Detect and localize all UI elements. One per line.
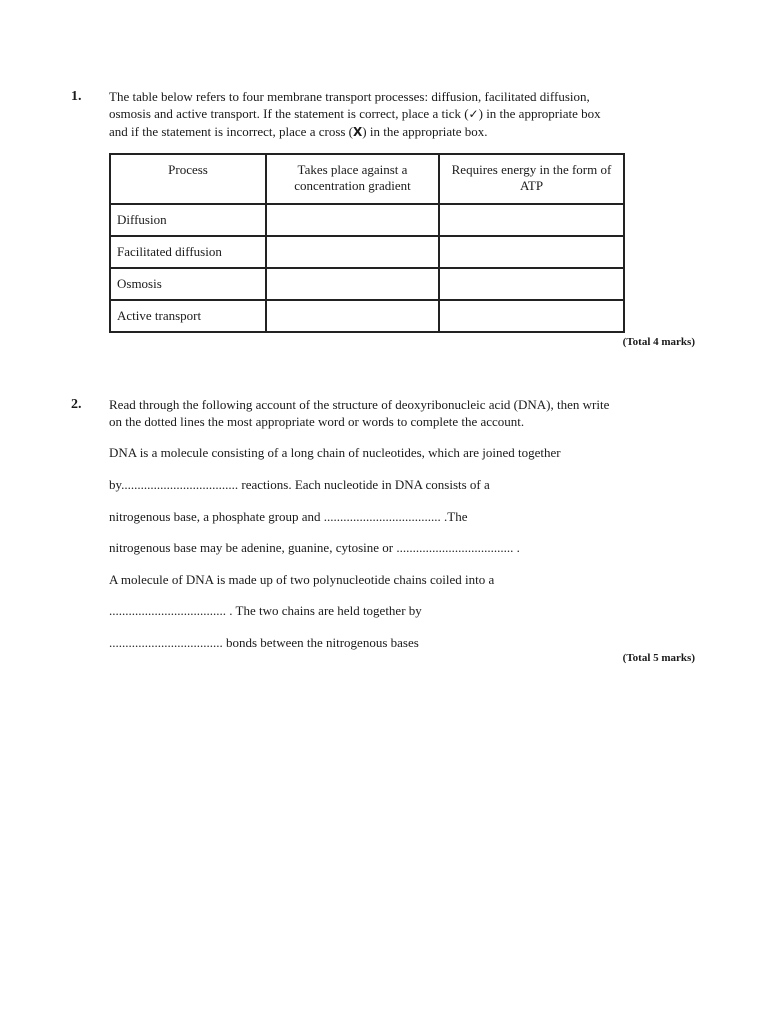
header-process: Process — [110, 154, 266, 204]
transport-table — [109, 153, 625, 333]
table-row — [110, 300, 624, 332]
q2-intro-line-2: on the dotted lines the most appropriate word or words to complete the account. — [109, 414, 525, 429]
answer-cell[interactable] — [266, 204, 439, 236]
passage-line[interactable]: .................................... . The two chains are held together by — [109, 603, 422, 618]
table-row — [110, 268, 624, 300]
answer-cell[interactable] — [439, 204, 624, 236]
passage-line: DNA is a molecule consisting of a long chain of nucleotides, which are joined together — [109, 445, 561, 460]
q1-intro-line-3: and if the statement is incorrect, place a cross (X) in the appropriate box. — [109, 124, 488, 139]
question-1-instructions — [109, 88, 669, 141]
passage-line[interactable]: nitrogenous base, a phosphate group and .................................... .The — [109, 509, 468, 524]
table-row — [110, 204, 624, 236]
answer-cell[interactable] — [266, 300, 439, 332]
q1-intro-line-1: The table below refers to four membrane transport processes: diffusion, facilitated diffusion, — [109, 89, 590, 104]
header-against-gradient: Takes place against a concentration gradient — [266, 154, 439, 204]
answer-cell[interactable] — [439, 268, 624, 300]
process-name: Diffusion — [110, 204, 266, 236]
tick-icon: ✓ — [468, 107, 479, 121]
process-name: Active transport — [110, 300, 266, 332]
process-name: Facilitated diffusion — [110, 236, 266, 268]
question-2-number: 2. — [71, 397, 82, 412]
answer-cell[interactable] — [266, 268, 439, 300]
answer-cell[interactable] — [439, 300, 624, 332]
answer-cell[interactable] — [439, 236, 624, 268]
cross-icon: X — [353, 125, 363, 139]
question-2-total-marks: (Total 5 marks) — [622, 652, 695, 664]
passage-line: A molecule of DNA is made up of two polynucleotide chains coiled into a — [109, 572, 495, 587]
passage-line[interactable]: by.................................... reactions. Each nucleotide in DNA consists of a — [109, 477, 490, 492]
answer-cell[interactable] — [266, 236, 439, 268]
question-1-number: 1. — [71, 89, 82, 104]
table-row — [110, 236, 624, 268]
question-1-total-marks: (Total 4 marks) — [622, 336, 695, 348]
q2-intro-line-1: Read through the following account of the structure of deoxyribonucleic acid (DNA), then write — [109, 397, 610, 412]
question-2-instructions — [109, 396, 669, 430]
table-header-row — [110, 154, 624, 204]
passage-line[interactable]: nitrogenous base may be adenine, guanine, cytosine or .................................... . — [109, 540, 520, 555]
process-name: Osmosis — [110, 268, 266, 300]
header-requires-atp: Requires energy in the form of ATP — [439, 154, 624, 204]
passage-line[interactable]: ................................... bonds between the nitrogenous bases — [109, 635, 419, 650]
q1-intro-line-2: osmosis and active transport. If the statement is correct, place a tick (✓) in the appropriate box — [109, 106, 601, 121]
